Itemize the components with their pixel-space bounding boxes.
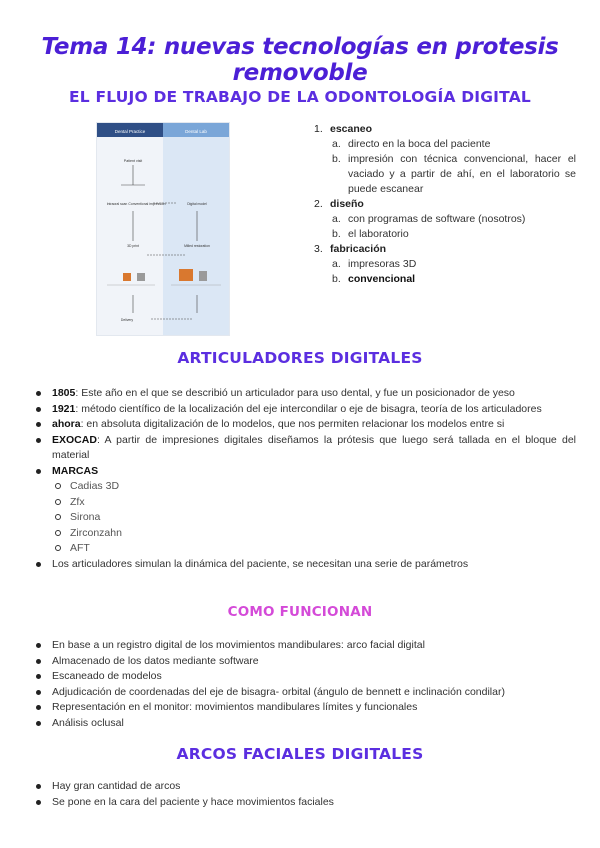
list-item: Análisis oclusal (36, 716, 576, 732)
col-label-left: Dental Practice (114, 129, 146, 134)
list-item-diseno: 2. diseño (314, 198, 364, 210)
list-subitem: b. convencional (332, 273, 416, 285)
articuladores-list (36, 386, 576, 572)
list-item: Adjudicación de coordenadas del eje de bisagra- orbital (ángulo de bennett e inclinación condilar) (36, 685, 576, 701)
workflow-diagram (96, 122, 230, 336)
scanner-icon (137, 273, 145, 281)
flow-box-7: Delivery (120, 318, 134, 322)
list-subitem: b. el laboratorio (332, 228, 409, 240)
section-heading-como-funcionan: COMO FUNCIONAN (227, 604, 373, 620)
list-subitem: b. impresión con técnica convencional, hacer el vaciado y a partir de ahí, en el laboratorio se puede escanear (332, 153, 576, 195)
brand-item: Zirconzahn (36, 526, 576, 542)
arcos-list (36, 779, 576, 810)
list-item-escaneo: 1. escaneo (314, 123, 373, 135)
list-item: 1921: método científico de la localización del eje intercondilar o eje de bisagra, teoría de los articuladores (36, 402, 576, 418)
section-heading-flujo: EL FLUJO DE TRABAJO DE LA ODONTOLOGÍA DIGITAL (68, 88, 531, 106)
flow-box-1: Patient visit (123, 159, 143, 163)
flow-box-2: Intraoral scan (106, 202, 128, 206)
printer-icon (123, 273, 131, 281)
flow-box-6: Milled restoration (184, 244, 210, 248)
workflow-list (314, 122, 576, 287)
list-subitem: a. directo en la boca del paciente (332, 138, 491, 150)
list-item: Representación en el monitor: movimientos mandibulares límites y funcionales (36, 700, 576, 716)
list-item-marcas: MARCAS (36, 464, 576, 480)
list-item: Almacenado de los datos mediante software (36, 654, 576, 670)
list-item-fabricacion: 3. fabricación (314, 243, 387, 255)
brand-item: AFT (36, 541, 576, 557)
brand-item: Zfx (36, 495, 576, 511)
flow-box-5: 3D print (127, 244, 139, 248)
list-item: 1805: Este año en el que se describió un articulador para uso dental, y fue un posicionador de yeso (36, 386, 576, 402)
list-item: Se pone en la cara del paciente y hace movimientos faciales (36, 795, 576, 811)
como-funcionan-list (36, 638, 576, 731)
page-title: Tema 14: nuevas tecnologías en protesis removoble (41, 34, 559, 86)
list-item: Los articuladores simulan la dinámica del paciente, se necesitan una serie de parámetros (36, 557, 576, 573)
col-label-right: Dental Lab (185, 129, 207, 134)
section-heading-arcos: ARCOS FACIALES DIGITALES (176, 745, 424, 763)
list-item: En base a un registro digital de los movimientos mandibulares: arco facial digital (36, 638, 576, 654)
lab-device-icon (199, 271, 207, 281)
lab-column-bg (163, 137, 229, 335)
mill-icon (179, 269, 193, 281)
list-subitem: a. impresoras 3D (332, 258, 417, 270)
list-item: ahora: en absoluta digitalización de lo modelos, que nos permiten relacionar los modelos entre si (36, 417, 576, 433)
list-item: Hay gran cantidad de arcos (36, 779, 576, 795)
brand-item: Cadias 3D (36, 479, 576, 495)
section-heading-articuladores: ARTICULADORES DIGITALES (177, 349, 423, 367)
brand-item: Sirona (36, 510, 576, 526)
list-subitem: a. con programas de software (nosotros) (332, 213, 526, 225)
flow-box-3: Conventional impression (128, 202, 166, 206)
list-item: Escaneado de modelos (36, 669, 576, 685)
list-item: EXOCAD: A partir de impresiones digitales diseñamos la prótesis que luego será tallada en el bloque del material (36, 433, 576, 464)
flow-box-4: Digital model (187, 202, 207, 206)
workflow-diagram-svg (97, 123, 229, 335)
